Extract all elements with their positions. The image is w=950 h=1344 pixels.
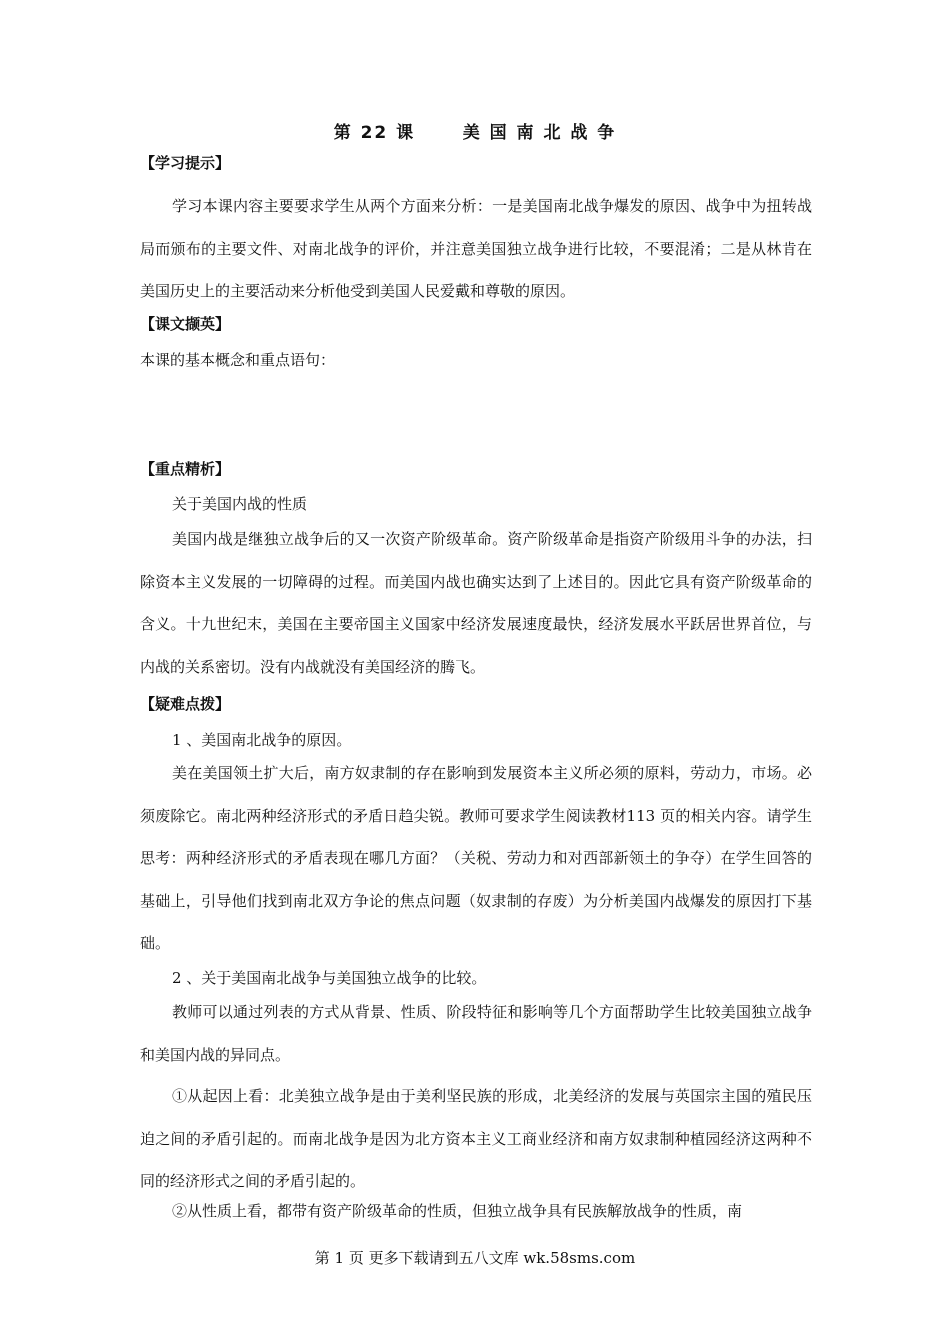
key-subtitle: 关于美国内战的性质: [172, 495, 308, 513]
section-heading-doubt: 【疑难点拨】: [140, 695, 231, 713]
page-title: 第 22 课 美 国 南 北 战 争: [333, 123, 617, 143]
doubt-item-1-paragraph: 美在美国领土扩大后，南方奴隶制的存在影响到发展资本主义所必须的原料，劳动力，市场。必须废除它。南北两种经济形式的矛盾日趋尖锐。教师可要求学生阅读教材113 页的相关内容。请学生思考：两种经济形式的矛盾表现在哪几方面？（关税、劳动力和对西部新领土的争夺）在学生回答的基础上，引导他们找到南北双方争论的焦点问题（奴隶制的存废）为分析美国内战爆发的原因打下基础。: [140, 764, 812, 952]
page-footer: 第 1 页 更多下载请到五八文库 wk.58sms.com: [314, 1249, 636, 1267]
point-2-paragraph: ②从性质上看，都带有资产阶级革命的性质，但独立战争具有民族解放战争的性质，南: [172, 1202, 743, 1220]
doubt-item-2-paragraph: 教师可以通过列表的方式从背景、性质、阶段特征和影响等几个方面帮助学生比较美国独立战争和美国内战的异同点。: [140, 1003, 812, 1064]
section-heading-tips: 【学习提示】: [140, 154, 231, 172]
doubt-item-1-title: 1 、美国南北战争的原因。: [172, 731, 352, 749]
tips-paragraph: 学习本课内容主要要求学生从两个方面来分析：一是美国南北战争爆发的原因、战争中为扭转战局而颁布的主要文件、对南北战争的评价，并注意美国独立战争进行比较，不要混淆；二是从林肯在美国历史上的主要活动来分析他受到美国人民爱戴和尊敬的原因。: [140, 197, 812, 300]
doubt-item-2-title: 2 、关于美国南北战争与美国独立战争的比较。: [172, 969, 487, 987]
key-paragraph: 美国内战是继独立战争后的又一次资产阶级革命。资产阶级革命是指资产阶级用斗争的办法，扫除资本主义发展的一切障碍的过程。而美国内战也确实达到了上述目的。因此它具有资产阶级革命的含义。十九世纪末，美国在主要帝国主义国家中经济发展速度最快，经济发展水平跃居世界首位，与内战的关系密切。没有内战就没有美国经济的腾飞。: [140, 530, 812, 676]
section-heading-excerpt: 【课文撷英】: [140, 315, 231, 333]
excerpt-text: 本课的基本概念和重点语句：: [140, 351, 336, 369]
section-heading-key: 【重点精析】: [140, 460, 231, 478]
point-1-paragraph: ①从起因上看：北美独立战争是由于美利坚民族的形成，北美经济的发展与英国宗主国的殖民压迫之间的矛盾引起的。而南北战争是因为北方资本主义工商业经济和南方奴隶制种植园经济这两种不同的经济形式之间的矛盾引起的。: [140, 1087, 812, 1190]
